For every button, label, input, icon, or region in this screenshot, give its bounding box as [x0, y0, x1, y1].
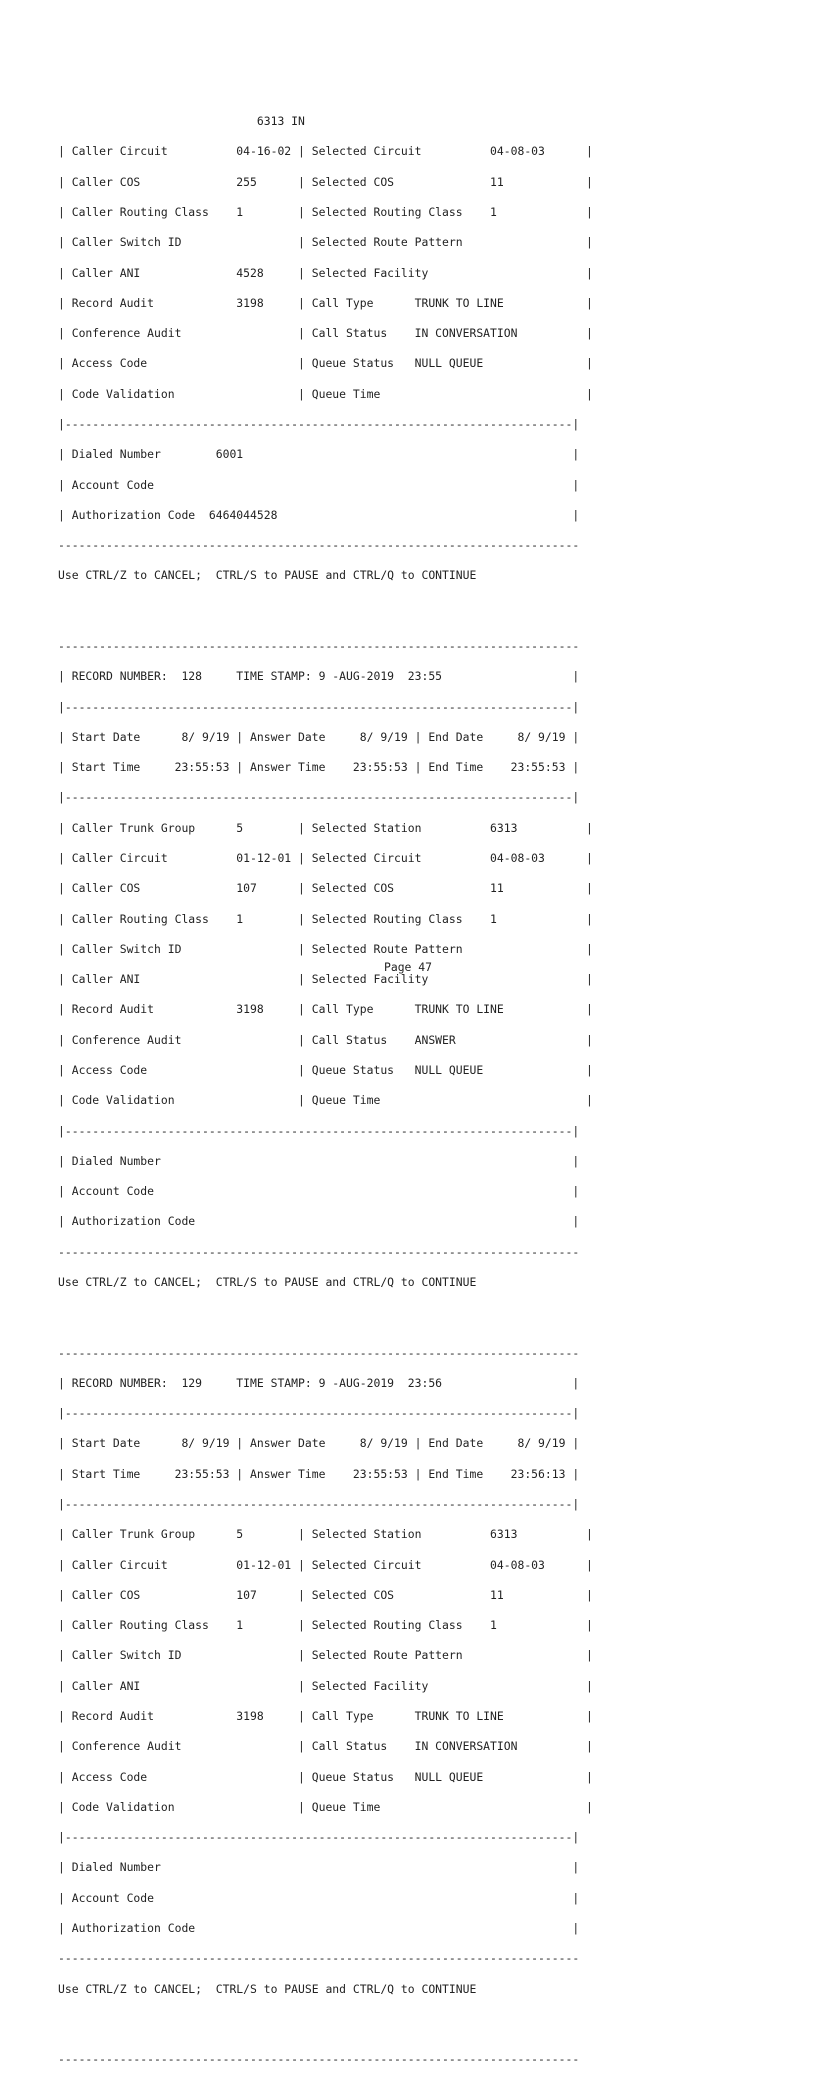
record-line: | Start Date 8/ 9/19 | Answer Date 8/ 9/19 | End Date 8/ 9/19 |: [58, 729, 580, 744]
continuation-line: | Account Code |: [58, 477, 580, 492]
record-line: | Caller COS 107 | Selected COS 11 |: [58, 1587, 593, 1602]
continuation-line: | Caller COS 255 | Selected COS 11 |: [58, 174, 593, 189]
continuation-divider: |--------------------------------------------------------------------------|: [58, 417, 580, 431]
final-rule: ----------------------------------------------------------------------------: [58, 2052, 580, 2067]
record-line: | Caller Circuit 01-12-01 | Selected Circuit 04-08-03 |: [58, 1557, 593, 1572]
record-line: | Record Audit 3198 | Call Type TRUNK TO LINE |: [58, 1709, 593, 1723]
record-gap: [58, 601, 708, 611]
continuation-line: | Code Validation | Queue Time |: [58, 386, 593, 401]
record-line: | Start Time 23:55:53 | Answer Time 23:55:53 | End Time 23:55:53 |: [58, 760, 580, 775]
record-divider: |--------------------------------------------------------------------------|: [58, 1830, 580, 1845]
record-line: | Caller Routing Class 1 | Selected Routing Class 1 |: [58, 1618, 593, 1633]
continuation-line: | Access Code | Queue Status NULL QUEUE |: [58, 356, 593, 371]
record-line: | Dialed Number |: [58, 1860, 580, 1875]
record-line: | Start Time 23:55:53 | Answer Time 23:55:53 | End Time 23:56:13 |: [58, 1466, 580, 1481]
record-line: | Caller ANI | Selected Facility |: [58, 1678, 593, 1693]
record-line: | Account Code |: [58, 1890, 580, 1905]
record-rule: ----------------------------------------------------------------------------: [58, 1244, 580, 1259]
continuation-line: | Conference Audit | Call Status IN CONVERSATION |: [58, 326, 593, 341]
record-header: | RECORD NUMBER: 128 TIME STAMP: 9 -AUG-2019 23:55 |: [58, 669, 580, 684]
record-line: | Authorization Code |: [58, 1214, 580, 1229]
continuation-line: | Authorization Code 6464044528 |: [58, 507, 580, 522]
continuation-line: | Dialed Number 6001 |: [58, 447, 580, 462]
continuation-line: | Caller Routing Class 1 | Selected Routing Class 1 |: [58, 205, 593, 220]
record-line: | Conference Audit | Call Status IN CONVERSATION |: [58, 1739, 593, 1754]
continuation-line: | Caller ANI 4528 | Selected Facility |: [58, 265, 593, 280]
record-line: | Caller Trunk Group 5 | Selected Station 6313 |: [58, 820, 593, 835]
record-line: | Start Date 8/ 9/19 | Answer Date 8/ 9/19 | End Date 8/ 9/19 |: [58, 1436, 580, 1451]
continuation-line: | Record Audit 3198 | Call Type TRUNK TO LINE |: [58, 295, 593, 310]
record-rule: ----------------------------------------------------------------------------: [58, 1951, 580, 1966]
record-gap: [58, 1307, 708, 1317]
record-line: | Dialed Number |: [58, 1153, 580, 1168]
record-line: | Record Audit 3198 | Call Type TRUNK TO LINE |: [58, 1002, 593, 1017]
record-divider: |--------------------------------------------------------------------------|: [58, 1406, 580, 1421]
cancel-instruction: Use CTRL/Z to CANCEL; CTRL/S to PAUSE and CTRL/Q to CONTINUE: [58, 1981, 477, 1996]
record-line: | Caller Circuit 01-12-01 | Selected Circuit 04-08-03 |: [58, 851, 593, 866]
record-line: | Caller Switch ID | Selected Route Pattern |: [58, 941, 593, 956]
record-line: | Caller COS 107 | Selected COS 11 |: [58, 881, 593, 896]
record-header: | RECORD NUMBER: 129 TIME STAMP: 9 -AUG-2019 23:56 |: [58, 1375, 580, 1390]
record-line: | Account Code |: [58, 1184, 580, 1199]
record-line: | Caller Trunk Group 5 | Selected Station 6313 |: [58, 1527, 593, 1542]
record-divider: |--------------------------------------------------------------------------|: [58, 699, 580, 714]
record-line: | Access Code | Queue Status NULL QUEUE |: [58, 1063, 593, 1077]
record-gap: [58, 2014, 708, 2024]
cancel-instruction: Use CTRL/Z to CANCEL; CTRL/S to PAUSE and CTRL/Q to CONTINUE: [58, 1274, 477, 1289]
continuation-rule: ----------------------------------------------------------------------------: [58, 538, 580, 553]
page-number: Page 47: [383, 960, 432, 974]
continuation-line: | Caller Circuit 04-16-02 | Selected Circuit 04-08-03 |: [58, 144, 593, 159]
record-line: | Conference Audit | Call Status ANSWER |: [58, 1032, 593, 1047]
record-line: | Caller Switch ID | Selected Route Pattern |: [58, 1648, 593, 1663]
record-divider: |--------------------------------------------------------------------------|: [58, 790, 580, 805]
record-line: | Code Validation | Queue Time |: [58, 1799, 593, 1814]
record-line: | Authorization Code |: [58, 1920, 580, 1935]
record-line: | Access Code | Queue Status NULL QUEUE |: [58, 1769, 593, 1784]
record-line: | Caller ANI | Selected Facility |: [58, 972, 593, 987]
record-rule: ----------------------------------------------------------------------------: [58, 639, 580, 654]
record-line: | Code Validation | Queue Time |: [58, 1093, 593, 1108]
continuation-line: | Caller Switch ID | Selected Route Pattern |: [58, 235, 593, 250]
record-divider: |--------------------------------------------------------------------------|: [58, 1123, 580, 1138]
continuation-header-line: 6313 IN: [58, 114, 305, 129]
terminal-printout: [58, 96, 708, 2084]
record-rule: ----------------------------------------------------------------------------: [58, 1345, 580, 1360]
record-divider: |--------------------------------------------------------------------------|: [58, 1497, 580, 1512]
cancel-instruction: Use CTRL/Z to CANCEL; CTRL/S to PAUSE and CTRL/Q to CONTINUE: [58, 568, 477, 583]
record-line: | Caller Routing Class 1 | Selected Routing Class 1 |: [58, 911, 593, 926]
